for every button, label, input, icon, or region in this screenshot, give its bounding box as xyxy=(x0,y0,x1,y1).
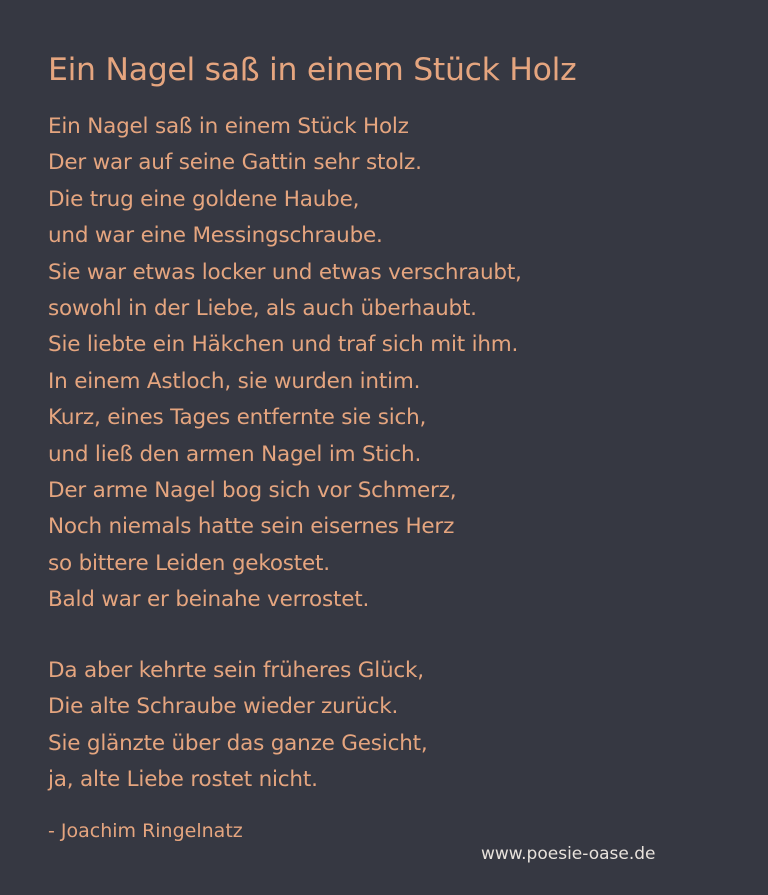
poem-line: Da aber kehrte sein früheres Glück, xyxy=(48,658,424,683)
poem-line: Sie liebte ein Häkchen und traf sich mit ihm. xyxy=(48,332,519,358)
website-credit: www.poesie-oase.de xyxy=(481,844,656,864)
poem-line: und war eine Messingschraube. xyxy=(48,223,383,249)
poem-line: Der war auf seine Gattin sehr stolz. xyxy=(48,150,422,176)
poem-line: und ließ den armen Nagel im Stich. xyxy=(48,441,422,467)
poem-line: Sie glänzte über das ganze Gesicht, xyxy=(48,730,428,756)
poem-line: Bald war er beinahe verrostet. xyxy=(48,587,370,613)
poem-line: ja, alte Liebe rostet nicht. xyxy=(48,767,318,793)
poem-line: Ein Nagel saß in einem Stück Holz xyxy=(48,114,409,139)
poem-line: Die trug eine goldene Haube, xyxy=(48,186,360,212)
poem-line: Die alte Schraube wieder zurück. xyxy=(48,694,399,720)
poem-line: Noch niemals hatte sein eisernes Herz xyxy=(48,514,455,540)
poem-line: so bittere Leiden gekostet. xyxy=(48,550,330,576)
poem-title: Ein Nagel saß in einem Stück Holz xyxy=(48,52,577,88)
poem-line: sowohl in der Liebe, als auch überhaubt. xyxy=(48,295,477,321)
stanza-2 xyxy=(48,653,428,799)
poem-line: Sie war etwas locker und etwas verschraubt, xyxy=(48,259,522,285)
poem-line: Der arme Nagel bog sich vor Schmerz, xyxy=(48,477,457,503)
poem-line: Kurz, eines Tages entfernte sie sich, xyxy=(48,405,427,431)
stanza-1 xyxy=(48,109,522,618)
poem-author: - Joachim Ringelnatz xyxy=(48,820,243,842)
poem-line: In einem Astloch, sie wurden intim. xyxy=(48,368,421,394)
